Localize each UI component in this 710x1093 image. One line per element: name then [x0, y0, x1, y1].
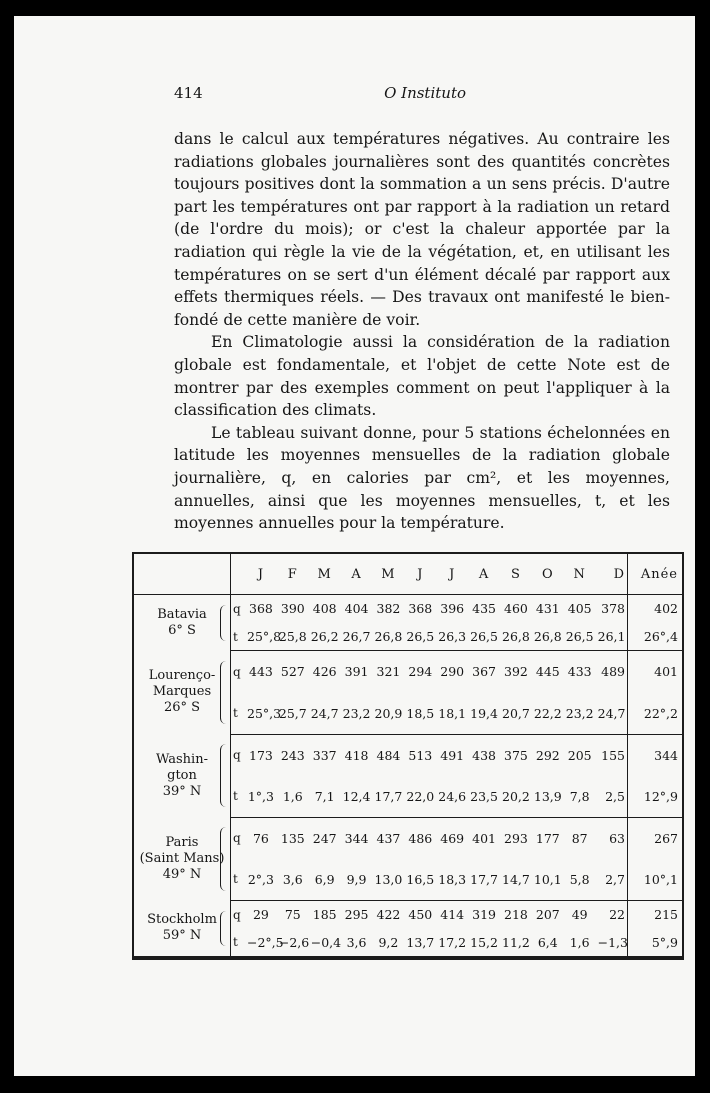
table-row — [134, 734, 682, 776]
table-cell: 378 — [601, 601, 625, 617]
table-cell: 418 — [344, 747, 369, 763]
paragraph: Le tableau suivant donne, pour 5 stations échelonnées en latitude les moyennes mensuelles de la radiation globale journalière, q, en calories par cm², et les moyennes, annuelles, ainsi que les moyennes mensuelles, t, et les moyennes annuelles pour la température. — [174, 423, 670, 533]
annual-cell: 22°,2 — [628, 692, 683, 734]
table-cell: 25°,3 — [245, 692, 277, 734]
table-cell: 293 — [504, 830, 528, 846]
month-header: S — [500, 554, 532, 595]
table-cell: 9,2 — [378, 934, 399, 950]
brace — [220, 827, 227, 890]
table-cell: 445 — [535, 664, 560, 680]
month-header: O — [532, 554, 564, 595]
table-cell: 382 — [376, 601, 401, 617]
table-cell: 26,5 — [404, 623, 436, 651]
variable-column-header — [231, 554, 246, 595]
book-page — [14, 16, 695, 1076]
table-cell: 25°,8 — [245, 623, 277, 651]
station-name-line: Marques — [152, 684, 212, 700]
annual-cell: 5°,9 — [628, 929, 683, 956]
table-cell: 20,2 — [500, 776, 532, 818]
table-cell: 15,2 — [470, 934, 498, 950]
table-cell: 404 — [344, 601, 369, 617]
table-cell: 431 — [535, 601, 560, 617]
station-name-line: 39° N — [162, 783, 202, 799]
table-cell: 435 — [472, 601, 496, 617]
table-cell: 491 — [440, 747, 465, 763]
table-cell: 22 — [609, 907, 625, 923]
brace — [220, 605, 227, 641]
station-name — [134, 595, 231, 651]
table-cell: 10,1 — [532, 859, 564, 901]
journal-title: O Instituto — [384, 84, 466, 102]
station-name-line: 6° S — [168, 622, 196, 638]
table-header-row — [134, 554, 682, 595]
table-cell: 375 — [504, 747, 528, 763]
radiation-temperature-table — [132, 552, 684, 958]
month-header: J — [245, 554, 277, 595]
table-cell: 368 — [249, 601, 273, 617]
table-cell: −1,3 — [597, 934, 628, 950]
month-header: M — [309, 554, 341, 595]
table-cell: 23,2 — [564, 692, 596, 734]
table-cell: 23,2 — [341, 692, 373, 734]
table-cell: 207 — [535, 907, 560, 923]
annual-cell: 215 — [628, 901, 683, 929]
station-name-line: 49° N — [162, 866, 202, 882]
table-cell: 368 — [408, 601, 433, 617]
station-name-line: Stockholm — [147, 912, 217, 928]
table-cell: 218 — [504, 907, 528, 923]
body-text — [174, 128, 670, 535]
table-cell: 1,6 — [569, 934, 590, 950]
variable-label: t — [233, 935, 238, 950]
table-cell: 24,7 — [309, 692, 341, 734]
table-cell: 20,7 — [500, 692, 532, 734]
table-cell: 6,4 — [537, 934, 558, 950]
table-cell: 24,7 — [596, 692, 628, 734]
table-cell: 5,8 — [564, 859, 596, 901]
table-cell: 486 — [408, 830, 433, 846]
table-cell: 294 — [408, 664, 433, 680]
annual-cell: 402 — [628, 595, 683, 623]
table-cell: 401 — [472, 830, 496, 846]
table-cell: 173 — [249, 747, 273, 763]
table-cell: −2,6 — [278, 934, 310, 950]
table-cell: 26,5 — [468, 623, 500, 651]
table-cell: 17,7 — [373, 776, 405, 818]
table-cell: 469 — [440, 830, 465, 846]
table-cell: 75 — [284, 907, 301, 923]
table-cell: 16,5 — [404, 859, 436, 901]
table-cell: 396 — [440, 601, 465, 617]
month-header: J — [436, 554, 468, 595]
table-cell: 23,5 — [468, 776, 500, 818]
table-cell: 18,1 — [436, 692, 468, 734]
table-cell: 49 — [571, 907, 588, 923]
table-cell: 2°,3 — [245, 859, 277, 901]
variable-label: q — [233, 664, 241, 679]
station-name-line: Washin- — [156, 751, 208, 767]
table-cell: −2°,5 — [247, 934, 284, 950]
table-cell: 135 — [280, 830, 305, 846]
table-cell: 321 — [376, 664, 401, 680]
table-cell: 18,3 — [436, 859, 468, 901]
paragraph: dans le calcul aux températures négatives. Au contraire les radiations globales journalières sont des quantités concrètes toujours positives dont la sommation a un sens précis. D'autre part les températures ont par rapport à la radiation un retard (de l'ordre du mois); or c'est la chaleur apportée par la radiation qui règle la vie de la végétation, et, en utilisant les températures on se sert d'un élément décalé par rapport aux effets thermiques réels. — Des travaux ont manifesté le bien-fondé de cette manière de voir. — [174, 130, 670, 329]
table-cell: 443 — [249, 664, 273, 680]
month-header: M — [373, 554, 405, 595]
annual-cell: 267 — [628, 817, 683, 859]
station-name — [134, 734, 231, 817]
table-row — [134, 901, 682, 929]
table-cell: 25,8 — [277, 623, 309, 651]
table-cell: 2,7 — [596, 859, 628, 901]
table-cell: 25,7 — [277, 692, 309, 734]
table-cell: 29 — [252, 907, 269, 923]
annual-cell: 12°,9 — [628, 776, 683, 818]
annual-cell: 10°,1 — [628, 859, 683, 901]
table-cell: 414 — [440, 907, 465, 923]
table-cell: 13,9 — [532, 776, 564, 818]
brace — [220, 911, 227, 947]
table-cell: 437 — [376, 830, 401, 846]
station-name-line: gton — [167, 767, 197, 783]
table-row — [134, 651, 682, 693]
table-cell: 408 — [312, 601, 337, 617]
variable-label: t — [231, 623, 246, 651]
table-cell: 2,5 — [596, 776, 628, 818]
table-cell: 13,0 — [373, 859, 405, 901]
table-cell: 527 — [280, 664, 305, 680]
table-cell: 205 — [567, 747, 592, 763]
table-cell: 1°,3 — [245, 776, 277, 818]
table-cell: 185 — [312, 907, 337, 923]
table-cell: 319 — [472, 907, 496, 923]
table-cell: 26,7 — [341, 623, 373, 651]
station-name-line: Batavia — [157, 606, 207, 622]
table-cell: 17,2 — [438, 934, 467, 950]
table-cell: 155 — [601, 747, 625, 763]
variable-label: t — [231, 692, 246, 734]
variable-label: q — [233, 907, 241, 922]
variable-label: q — [233, 601, 241, 616]
table-cell: 20,9 — [373, 692, 405, 734]
table-cell: 450 — [408, 907, 433, 923]
table-cell: 9,9 — [341, 859, 373, 901]
station-name-line: (Saint Mans) — [139, 850, 225, 866]
station-name — [134, 901, 231, 957]
table-cell: 11,2 — [502, 934, 530, 950]
table-cell: 12,4 — [341, 776, 373, 818]
table-cell: 405 — [567, 601, 592, 617]
table-cell: 438 — [472, 747, 496, 763]
station-name — [134, 817, 231, 900]
table-cell: 63 — [609, 830, 625, 846]
annual-cell: 344 — [628, 734, 683, 776]
annual-header: Anée — [628, 554, 683, 595]
table-cell: 247 — [312, 830, 337, 846]
table-cell: 392 — [504, 664, 528, 680]
brace — [220, 744, 227, 807]
table-cell: 22,0 — [404, 776, 436, 818]
table-cell: 337 — [312, 747, 337, 763]
variable-label: q — [233, 748, 241, 763]
table-cell: 26,2 — [309, 623, 341, 651]
table-cell: 18,5 — [404, 692, 436, 734]
annual-cell: 26°,4 — [628, 623, 683, 651]
table-row — [134, 817, 682, 859]
table-cell: 26,1 — [596, 623, 628, 651]
month-header: N — [564, 554, 596, 595]
table-cell: 292 — [535, 747, 560, 763]
table-cell: 391 — [344, 664, 369, 680]
table-cell: 13,7 — [406, 934, 435, 950]
table-row — [134, 595, 682, 623]
table-cell: 26,8 — [500, 623, 532, 651]
table-cell: 367 — [472, 664, 496, 680]
month-header: D — [596, 554, 628, 595]
table-cell: 24,6 — [436, 776, 468, 818]
table-cell: 7,1 — [309, 776, 341, 818]
table-cell: 19,4 — [468, 692, 500, 734]
table-cell: 290 — [440, 664, 465, 680]
variable-label: q — [233, 831, 241, 846]
variable-label: t — [231, 776, 246, 818]
table-cell: −0,4 — [310, 934, 342, 950]
table-cell: 17,7 — [468, 859, 500, 901]
brace — [220, 661, 227, 724]
month-header: J — [404, 554, 436, 595]
page-number: 414 — [174, 84, 203, 102]
table-cell: 1,6 — [277, 776, 309, 818]
annual-cell: 401 — [628, 651, 683, 693]
table-cell: 295 — [344, 907, 369, 923]
table-cell: 484 — [376, 747, 401, 763]
station-name-line: Lourenço- — [148, 668, 216, 684]
table-cell: 243 — [280, 747, 305, 763]
table-cell: 26,5 — [564, 623, 596, 651]
station-name — [134, 651, 231, 734]
table-cell: 513 — [408, 747, 433, 763]
table-cell: 177 — [535, 830, 560, 846]
month-header: A — [341, 554, 373, 595]
month-header: A — [468, 554, 500, 595]
variable-label: t — [231, 859, 246, 901]
table-cell: 87 — [571, 830, 588, 846]
table-cell: 460 — [504, 601, 528, 617]
data-table — [134, 554, 682, 956]
table-cell: 26,8 — [373, 623, 405, 651]
table-cell: 489 — [601, 664, 625, 680]
running-header — [174, 84, 466, 110]
table-cell: 426 — [312, 664, 337, 680]
month-header: F — [277, 554, 309, 595]
table-cell: 390 — [280, 601, 305, 617]
table-cell: 3,6 — [277, 859, 309, 901]
table-cell: 433 — [567, 664, 592, 680]
table-cell: 3,6 — [346, 934, 367, 950]
table-cell: 26,3 — [436, 623, 468, 651]
station-column-header — [134, 554, 231, 595]
table-cell: 344 — [344, 830, 369, 846]
table-cell: 6,9 — [309, 859, 341, 901]
table-cell: 76 — [252, 830, 269, 846]
table-cell: 422 — [376, 907, 401, 923]
table-cell: 7,8 — [564, 776, 596, 818]
station-name-line: 59° N — [162, 928, 202, 944]
paragraph: En Climatologie aussi la considération de la radiation globale est fondamentale, et l'objet de cette Note est de montrer par des exemples comment on peut l'appliquer à la classification des climats. — [174, 333, 670, 420]
table-cell: 22,2 — [532, 692, 564, 734]
station-name-line: 26° S — [163, 700, 201, 716]
table-cell: 14,7 — [500, 859, 532, 901]
table-cell: 26,8 — [532, 623, 564, 651]
station-name-line: Paris — [165, 834, 199, 850]
